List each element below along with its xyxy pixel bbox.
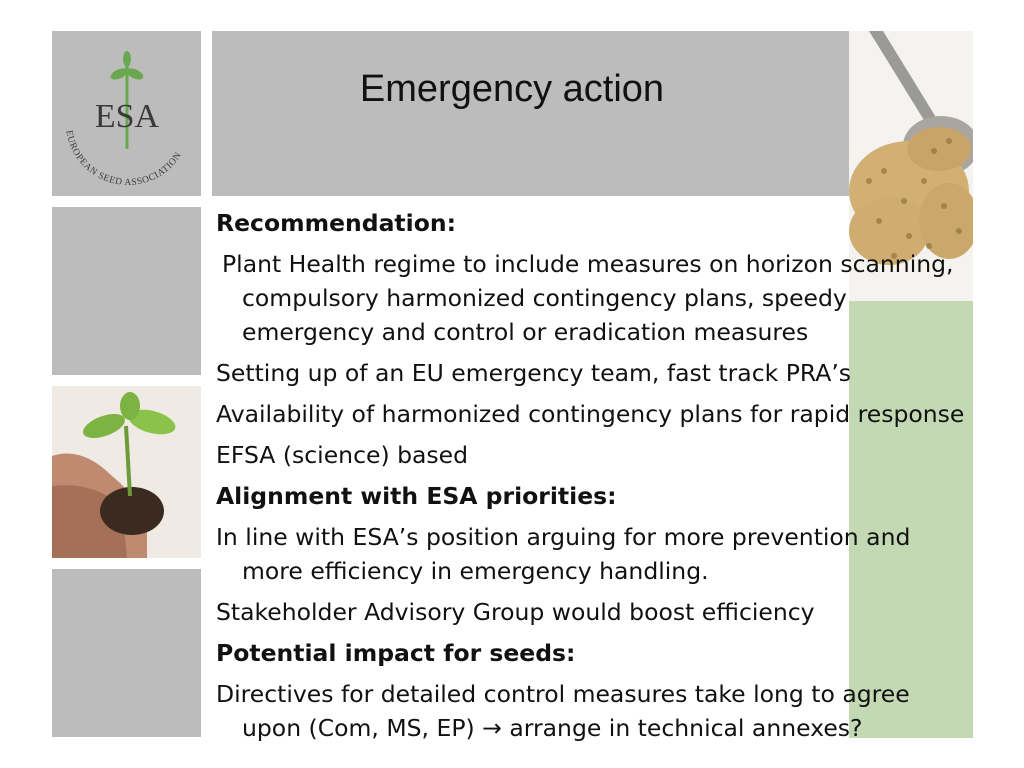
slide-content [216, 206, 976, 752]
list-item: EFSA (science) based [216, 441, 469, 469]
right-arrow-icon: → [482, 714, 502, 742]
list-item: In line with ESA’s position arguing for more prevention and more efficiency in emergency handling. [216, 523, 911, 585]
list-item: Availability of harmonized contingency plans for rapid response [216, 400, 965, 428]
list-item: Plant Health regime to include measures on horizon scanning, compulsory harmonized contingency plans, speedy emergency and control or eradication measures [222, 250, 954, 346]
esa-logo-panel [52, 31, 201, 196]
left-decor-panel-1 [52, 207, 201, 375]
title-panel [212, 31, 849, 196]
esa-logo [52, 31, 201, 196]
seedling-in-hand-image [52, 386, 201, 558]
heading-alignment: Alignment with ESA priorities: [216, 482, 617, 510]
sprout-photo [52, 386, 201, 558]
heading-recommendation: Recommendation: [216, 209, 456, 237]
left-decor-panel-2 [52, 569, 201, 737]
list-item [216, 677, 976, 745]
logo-acronym: ESA [94, 98, 160, 135]
slide-title: Emergency action [359, 68, 665, 110]
list-item: Stakeholder Advisory Group would boost efficiency [216, 598, 815, 626]
impact-text-part2: arrange in technical annexes? [509, 714, 863, 742]
list-item: Setting up of an EU emergency team, fast track PRA’s [216, 359, 852, 387]
heading-impact: Potential impact for seeds: [216, 639, 576, 667]
logo-circle-text: EUROPEAN SEED ASSOCIATION [63, 129, 184, 189]
impact-text-part1: Directives for detailed control measures take long to agree upon (Com, MS, EP) [216, 680, 910, 742]
